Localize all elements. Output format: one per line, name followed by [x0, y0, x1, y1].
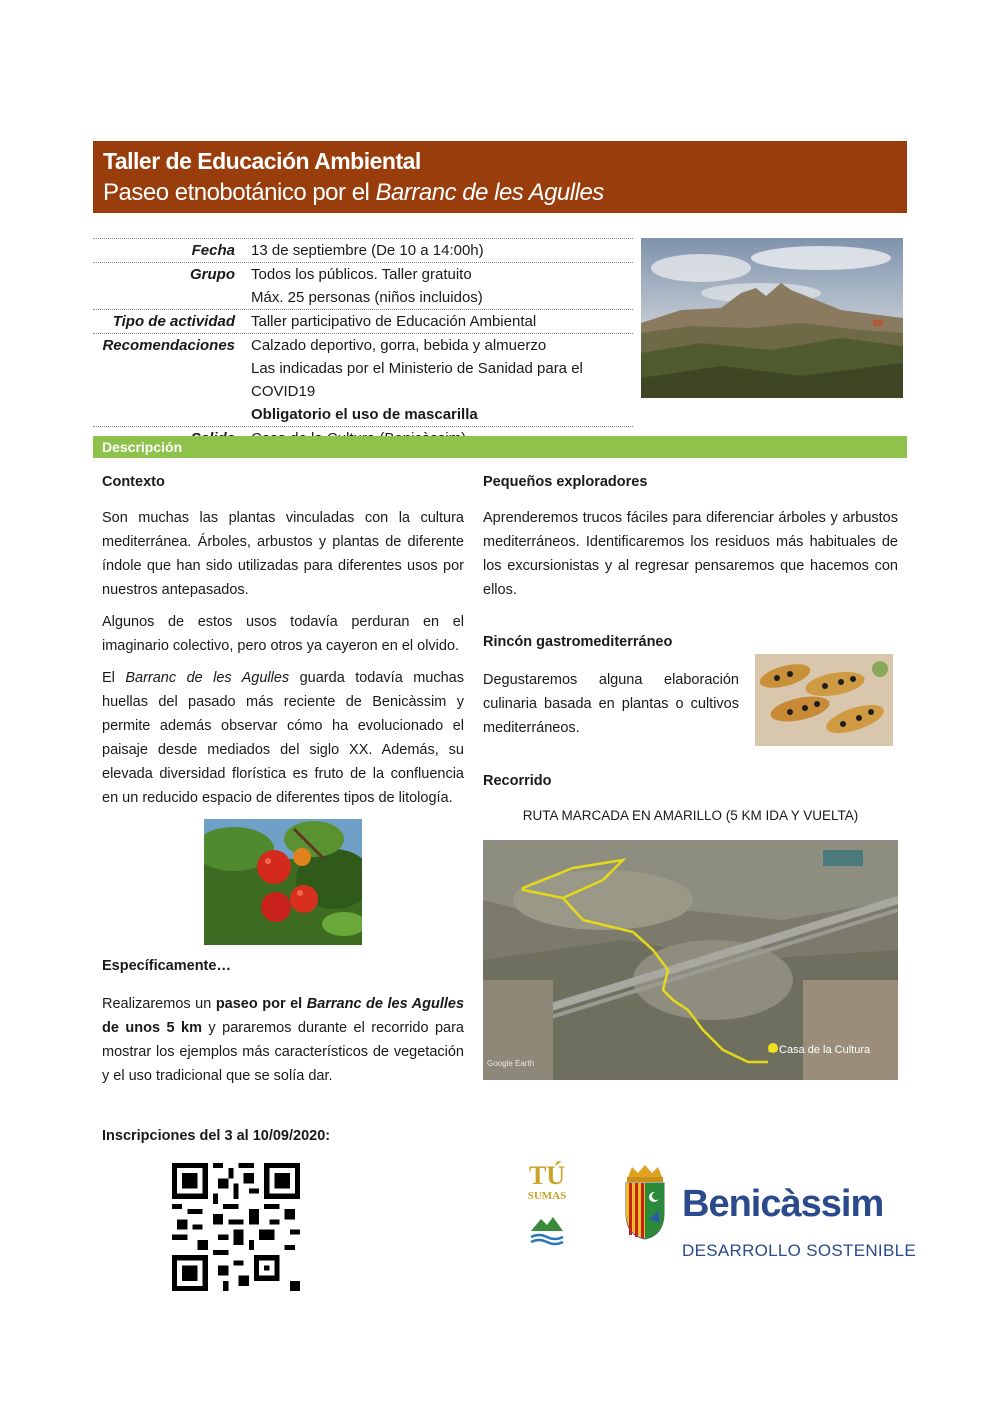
benicassim-crest-icon	[622, 1163, 668, 1241]
mask-notice: Obligatorio el uso de mascarilla	[251, 406, 478, 423]
tu-logo-text: TÚ	[528, 1161, 566, 1190]
info-row-tipo	[93, 310, 633, 334]
info-value: Taller participativo de Educación Ambiental	[251, 313, 537, 330]
description-bar: Descripción	[93, 436, 907, 458]
espec-t3: Barranc de les Agulles	[306, 996, 465, 1012]
section-title: Pequeños exploradores	[483, 474, 648, 490]
espec-t2: paseo por el	[215, 996, 307, 1012]
contexto-p1: Son muchas las plantas vinculadas con la cultura mediterránea. Árboles, arbustos y plantas de diferente índole que han sido utilizadas para diferentes usos por nuestros antepasados.	[102, 510, 464, 598]
tu-sumas-logo	[514, 1163, 580, 1263]
info-table	[93, 238, 633, 451]
info-line: Las indicadas por el Ministerio de Sanidad para el COVID19	[251, 360, 583, 400]
tapas-photo	[755, 654, 893, 746]
info-key: Tipo de actividad	[112, 313, 235, 330]
map-credit: Google Earth	[487, 1059, 535, 1068]
info-value: 13 de septiembre (De 10 a 14:00h)	[251, 242, 484, 259]
info-row-recomendaciones	[93, 334, 633, 427]
info-line: Todos los públicos. Taller gratuito	[251, 266, 472, 283]
info-key: Fecha	[191, 242, 235, 259]
page-subtitle	[103, 177, 897, 209]
rincon-text: Degustaremos alguna elaboración culinaria basada en plantas o cultivos mediterráneos.	[483, 672, 739, 736]
p3-place: Barranc de les Agulles	[125, 670, 290, 686]
rincon-title: Rincón gastromediterráneo	[483, 634, 673, 650]
landscape-photo	[641, 238, 903, 398]
espec-t5: y pararemos durante el recorrido para mostrar los ejemplos más característicos de vegetación y el uso tradicional que se solía dar.	[102, 1020, 464, 1084]
mountain-icon	[527, 1209, 567, 1249]
espec-t4: de unos 5 km	[102, 1020, 202, 1036]
info-line	[251, 403, 633, 426]
desarrollo-logo-text: DESARROLLO SOSTENIBLE	[682, 1241, 916, 1260]
contexto-p3	[102, 666, 464, 810]
info-line: Calzado deportivo, gorra, bebida y almuerzo	[251, 337, 547, 354]
contexto-section	[102, 470, 464, 810]
title-banner	[93, 141, 907, 213]
especificamente-text	[102, 992, 464, 1088]
contexto-p2: Algunos de estos usos todavía perduran en el imaginario colectivo, pero otros ya cayeron en el olvido.	[102, 614, 464, 654]
info-key: Grupo	[190, 266, 235, 283]
exploradores-text: Aprenderemos trucos fáciles para diferenciar árboles y arbustos mediterráneos. Identificaremos los residuos más habituales de los excursionistas y al regresar pensaremos que hacemos con ellos.	[483, 510, 898, 598]
page-title: Taller de Educación Ambiental	[103, 148, 421, 174]
info-value	[243, 334, 633, 426]
arbutus-photo	[204, 819, 362, 945]
info-line: Máx. 25 personas (niños incluidos)	[251, 289, 483, 306]
sumas-logo-text: SUMAS	[527, 1190, 567, 1202]
p3-rest: guarda todavía muchas huellas del pasado más reciente de Benicàssim y permite además observar cómo ha evolucionado el paisaje desde mediados del siglo XX. Además, su elevada diversidad florística es fruto de la confluencia en un reducido espacio de diferentes tipos de litología.	[102, 670, 464, 806]
info-value	[243, 263, 633, 309]
section-title: Contexto	[102, 474, 165, 490]
info-key: Recomendaciones	[102, 337, 235, 354]
espec-t1: Realizaremos un	[102, 996, 216, 1012]
subtitle-prefix: Paseo etnobotánico por el	[103, 179, 376, 206]
map-place-label: Casa de la Cultura	[779, 1044, 871, 1056]
qr-code[interactable]	[172, 1163, 300, 1291]
exploradores-section	[483, 470, 898, 602]
info-row-fecha	[93, 239, 633, 263]
especificamente-title: Específicamente…	[102, 958, 231, 974]
benicassim-logo-text: Benicàssim	[682, 1183, 884, 1225]
inscripciones-label: Inscripciones del 3 al 10/09/2020:	[102, 1128, 331, 1144]
recorrido-title: Recorrido	[483, 773, 552, 789]
info-row-grupo	[93, 263, 633, 310]
route-map	[483, 840, 898, 1080]
subtitle-place: Barranc de les Agulles	[375, 179, 604, 206]
route-caption: RUTA MARCADA EN AMARILLO (5 KM IDA Y VUELTA)	[522, 808, 859, 823]
p3-prefix: El	[102, 670, 126, 686]
